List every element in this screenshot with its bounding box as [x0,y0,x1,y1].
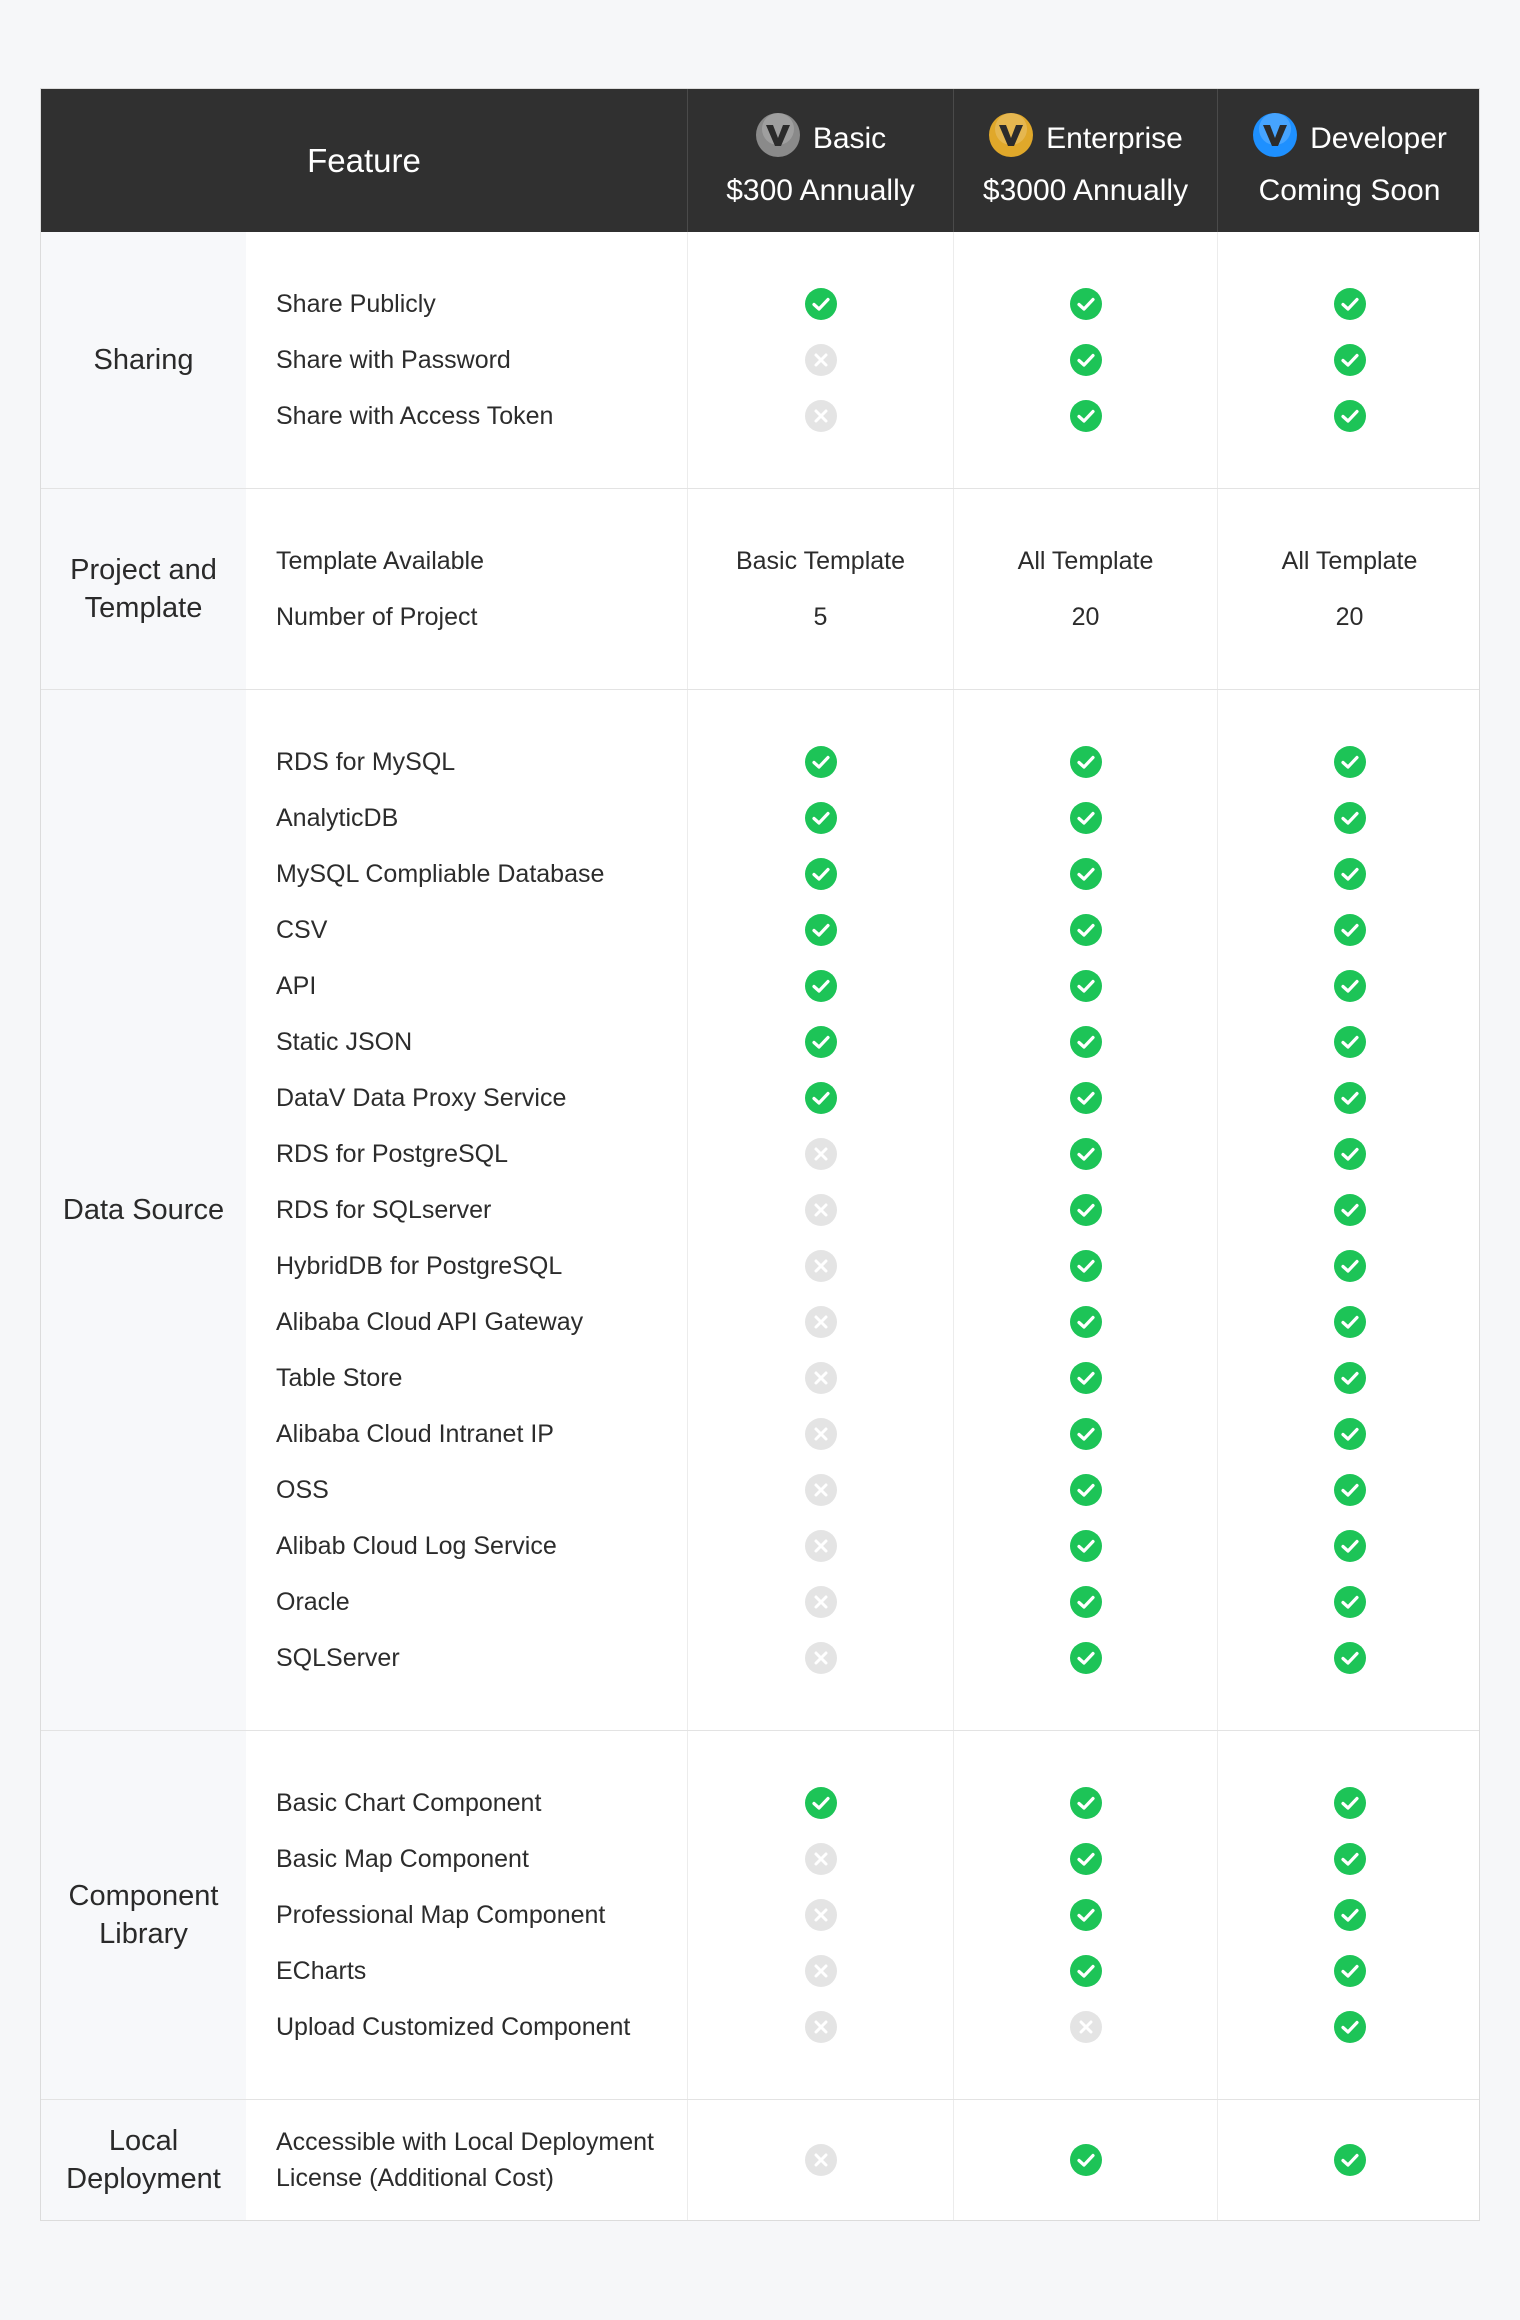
plan-column-basic [687,2100,953,2220]
plan-name-basic: Basic [812,121,887,155]
check-icon [1334,1250,1366,1282]
plan-value-cell [1218,1406,1481,1462]
feature-name: HybridDB for PostgreSQL [276,1251,563,1280]
enterprise-v-logo-icon [988,112,1034,166]
check-icon [1070,1362,1102,1394]
feature-name: Accessible with Local Deployment License (Additional Cost) [276,2128,654,2192]
feature-name: Basic Map Component [276,1844,529,1873]
check-icon [1070,2144,1102,2176]
check-icon [1070,1955,1102,1987]
plan-value-cell [688,1238,953,1294]
plan-value-cell [954,1014,1217,1070]
feature-name: Alibab Cloud Log Service [276,1531,557,1560]
check-icon [1334,2144,1366,2176]
plan-value-cell [688,276,953,332]
check-icon [1070,1787,1102,1819]
section-sharing [41,232,1479,488]
plan-value-cell [688,734,953,790]
category-label: Data Source [41,690,246,1730]
plan-value-cell [1218,276,1481,332]
check-icon [1334,1138,1366,1170]
feature-name: Share with Password [276,345,511,374]
plan-value-cell [688,958,953,1014]
plan-price-basic: $300 Annually [726,173,915,207]
feature-name: CSV [276,915,328,944]
plan-value-cell [688,1070,953,1126]
plan-value-cell [1218,1887,1481,1943]
plan-header-developer [1217,89,1481,232]
plan-value-cell [688,1126,953,1182]
check-icon [805,746,837,778]
plan-value-cell [688,1574,953,1630]
plan-name-developer: Developer [1310,121,1447,155]
cross-icon [805,1362,837,1394]
feature-name: API [276,971,317,1000]
plan-column-enterprise [953,690,1217,1730]
feature-header [41,89,687,232]
feature-name: ECharts [276,1956,367,1985]
check-icon [805,914,837,946]
plan-header-basic [687,89,953,232]
check-icon [1334,2011,1366,2043]
plan-value-cell [688,1943,953,1999]
check-icon [1334,288,1366,320]
plan-value-cell [1218,1999,1481,2055]
feature-column [246,489,687,689]
plan-value-cell [1218,846,1481,902]
feature-header-label: Feature [307,141,421,179]
feature-name: RDS for SQLserver [276,1195,492,1224]
plan-value-cell [1218,1775,1481,1831]
feature-name: OSS [276,1475,329,1504]
plan-value-cell [954,1070,1217,1126]
plan-column-enterprise [953,489,1217,689]
feature-name: Number of Project [276,602,478,631]
plan-value-cell [688,1887,953,1943]
plan-column-developer [1217,690,1481,1730]
feature-name: Alibaba Cloud API Gateway [276,1307,584,1336]
plan-value-cell [688,1518,953,1574]
feature-column [246,2100,687,2220]
cross-icon [805,2011,837,2043]
check-icon [1334,1026,1366,1058]
plan-price-enterprise: $3000 Annually [982,173,1189,207]
feature-name: Oracle [276,1587,350,1616]
plan-value-cell [954,1406,1217,1462]
feature-name: Table Store [276,1363,403,1392]
feature-name: Share Publicly [276,289,436,318]
check-icon [805,1787,837,1819]
check-icon [1070,802,1102,834]
check-icon [1334,1362,1366,1394]
plan-header-enterprise [953,89,1217,232]
check-icon [1334,1418,1366,1450]
plan-value-cell [688,332,953,388]
cross-icon [805,1138,837,1170]
plan-value-cell: All Template [1281,546,1418,575]
check-icon [1070,1250,1102,1282]
section-local-deployment [41,2099,1479,2220]
check-icon [1334,1586,1366,1618]
plan-value-cell [688,1350,953,1406]
plan-value-cell: All Template [1017,546,1154,575]
plan-value-cell: 20 [1335,602,1364,631]
check-icon [1070,400,1102,432]
check-icon [1070,746,1102,778]
category-label: Sharing [41,232,246,488]
plan-column-developer [1217,489,1481,689]
plan-column-developer [1217,2100,1481,2220]
check-icon [1334,1474,1366,1506]
plan-value-cell [954,1518,1217,1574]
check-icon [805,1026,837,1058]
plan-value-cell [1218,1238,1481,1294]
plan-value-cell [954,1775,1217,1831]
check-icon [1334,858,1366,890]
pricing-comparison-table [40,88,1480,2221]
plan-value-cell [1218,388,1481,444]
cross-icon [805,1899,837,1931]
plan-value-cell [1218,1574,1481,1630]
plan-value-cell [1218,1831,1481,1887]
cross-icon [805,344,837,376]
cross-icon [805,1194,837,1226]
plan-value-cell [954,734,1217,790]
plan-value-cell [954,1831,1217,1887]
plan-value-cell [1218,790,1481,846]
plan-value-cell [954,1630,1217,1686]
plan-value-cell [954,1574,1217,1630]
plan-value-cell [1218,1182,1481,1238]
plan-value-cell [1218,1070,1481,1126]
section-component-library [41,1730,1479,2099]
feature-name: Upload Customized Component [276,2012,631,2041]
plan-value-cell [688,846,953,902]
plan-value-cell [954,958,1217,1014]
check-icon [805,802,837,834]
check-icon [1334,400,1366,432]
plan-value-cell [688,1406,953,1462]
feature-name: Basic Chart Component [276,1788,542,1817]
check-icon [1070,1474,1102,1506]
cross-icon [805,1843,837,1875]
plan-value-cell [1218,332,1481,388]
plan-value-cell [688,1999,953,2055]
check-icon [1070,914,1102,946]
feature-name: Static JSON [276,1027,413,1056]
feature-column [246,690,687,1730]
plan-value-cell [1218,1294,1481,1350]
cross-icon [805,1306,837,1338]
plan-value-cell [1218,1126,1481,1182]
feature-name: AnalyticDB [276,803,399,832]
check-icon [1070,1418,1102,1450]
plan-value-cell [1218,958,1481,1014]
feature-name: RDS for PostgreSQL [276,1139,509,1168]
cross-icon [805,1250,837,1282]
plan-column-enterprise [953,2100,1217,2220]
plan-value-cell [688,1014,953,1070]
plan-value-cell [688,1462,953,1518]
check-icon [1070,288,1102,320]
check-icon [1334,1530,1366,1562]
plan-value-cell [954,1294,1217,1350]
check-icon [1070,1306,1102,1338]
plan-value-cell [688,1831,953,1887]
plan-value-cell [1218,734,1481,790]
plan-value-cell [954,1999,1217,2055]
plan-column-basic [687,1731,953,2099]
category-label: Component Library [41,1731,246,2099]
plan-value-cell [954,1462,1217,1518]
cross-icon [805,1955,837,1987]
cross-icon [805,1418,837,1450]
check-icon [805,970,837,1002]
plan-value-cell [1218,1630,1481,1686]
plan-column-basic [687,690,953,1730]
plan-value-cell [688,902,953,958]
plan-value-cell [954,790,1217,846]
plan-value-cell [954,388,1217,444]
cross-icon [805,400,837,432]
feature-column [246,232,687,488]
feature-name: SQLServer [276,1643,400,1672]
feature-name: Template Available [276,546,485,575]
check-icon [1334,914,1366,946]
plan-value-cell: 20 [1071,602,1100,631]
plan-value-cell [954,1182,1217,1238]
plan-value-cell [1218,1462,1481,1518]
check-icon [1070,858,1102,890]
check-icon [1334,1642,1366,1674]
plan-value-cell [954,1887,1217,1943]
feature-name: Alibaba Cloud Intranet IP [276,1419,554,1448]
plan-value-cell [954,2124,1217,2196]
section-data-source [41,689,1479,1730]
plan-column-basic [687,232,953,488]
table-header [41,89,1479,232]
check-icon [1334,1194,1366,1226]
check-icon [1070,970,1102,1002]
plan-value-cell [954,902,1217,958]
plan-value-cell [688,1630,953,1686]
plan-value-cell [688,388,953,444]
plan-value-cell [688,1775,953,1831]
cross-icon [805,1530,837,1562]
category-label: Local Deployment [41,2100,246,2220]
plan-value-cell [688,2124,953,2196]
plan-column-enterprise [953,1731,1217,2099]
plan-value-cell [954,1238,1217,1294]
check-icon [1334,344,1366,376]
plan-value-cell [688,1182,953,1238]
table-body [41,232,1479,2220]
check-icon [1070,1138,1102,1170]
plan-value-cell [1218,1518,1481,1574]
feature-column [246,1731,687,2099]
feature-name: Share with Access Token [276,401,554,430]
cross-icon [805,1474,837,1506]
plan-value-cell [954,846,1217,902]
check-icon [1070,1843,1102,1875]
basic-v-logo-icon [755,112,801,166]
category-label: Project and Template [41,489,246,689]
feature-name: Professional Map Component [276,1900,606,1929]
plan-value-cell: 5 [813,602,828,631]
plan-column-enterprise [953,232,1217,488]
check-icon [1070,344,1102,376]
cross-icon [805,1586,837,1618]
plan-column-developer [1217,1731,1481,2099]
section-project-and-template [41,488,1479,689]
plan-name-enterprise: Enterprise [1046,121,1183,155]
cross-icon [805,2144,837,2176]
feature-name: DataV Data Proxy Service [276,1083,567,1112]
cross-icon [1070,2011,1102,2043]
cross-icon [805,1642,837,1674]
plan-value-cell: Basic Template [735,546,906,575]
check-icon [1070,1642,1102,1674]
feature-name: MySQL Compliable Database [276,859,605,888]
plan-value-cell [688,790,953,846]
plan-value-cell [954,1943,1217,1999]
plan-value-cell [1218,2124,1481,2196]
plan-value-cell [1218,902,1481,958]
feature-name: RDS for MySQL [276,747,456,776]
check-icon [805,858,837,890]
check-icon [1334,1955,1366,1987]
plan-value-cell [954,1126,1217,1182]
check-icon [1334,970,1366,1002]
check-icon [1070,1899,1102,1931]
plan-column-developer [1217,232,1481,488]
plan-value-cell [954,276,1217,332]
plan-value-cell [1218,1014,1481,1070]
plan-value-cell [954,1350,1217,1406]
check-icon [1334,746,1366,778]
check-icon [1070,1586,1102,1618]
check-icon [805,1082,837,1114]
plan-value-cell [688,1294,953,1350]
check-icon [1334,1082,1366,1114]
plan-value-cell [1218,1350,1481,1406]
check-icon [1334,1899,1366,1931]
check-icon [1334,802,1366,834]
check-icon [1334,1787,1366,1819]
plan-value-cell [954,332,1217,388]
check-icon [1334,1843,1366,1875]
check-icon [805,288,837,320]
check-icon [1334,1306,1366,1338]
check-icon [1070,1194,1102,1226]
plan-value-cell [1218,1943,1481,1999]
check-icon [1070,1082,1102,1114]
check-icon [1070,1530,1102,1562]
plan-price-developer: Coming Soon [1258,173,1441,207]
check-icon [1070,1026,1102,1058]
developer-v-logo-icon [1252,112,1298,166]
plan-column-basic [687,489,953,689]
